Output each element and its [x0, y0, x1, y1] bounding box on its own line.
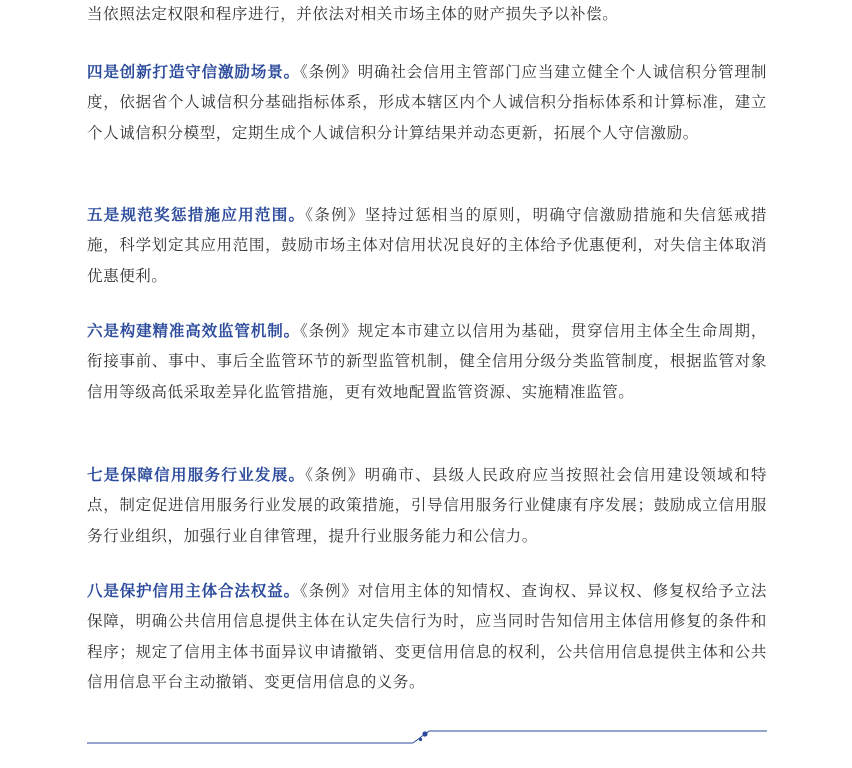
section-heading-5: 五是规范奖惩措施应用范围。: [87, 206, 306, 224]
decorative-divider: [87, 726, 767, 750]
intro-paragraph: 当依照法定权限和程序进行，并依法对相关市场主体的财产损失予以补偿。: [87, 5, 619, 23]
section-heading-8: 八是保护信用主体合法权益。: [87, 582, 300, 600]
section-heading-4: 四是创新打造守信激励场景。: [87, 63, 300, 81]
section-paragraph-6: [87, 316, 767, 407]
section-paragraph-7: [87, 460, 767, 551]
section-body-7: 《条例》明确市、县级人民政府应当按照社会信用建设领域和特点，制定促进信用服务行业发展的政策措施，引导信用服务行业健康有序发展；鼓励成立信用服务行业组织，加强行业自律管理，提升行业服务能力和公信力。: [87, 466, 767, 545]
section-body-5: 《条例》坚持过惩相当的原则，明确守信激励措施和失信惩戒措施，科学划定其应用范围，鼓励市场主体对信用状况良好的主体给予优惠便利，对失信主体取消优惠便利。: [87, 206, 767, 285]
section-body-8: 《条例》对信用主体的知情权、查询权、异议权、修复权给予立法保障，明确公共信用信息提供主体在认定失信行为时，应当同时告知信用主体信用修复的条件和程序；规定了信用主体书面异议申请撤销、变更信用信息的权利，公共信用信息提供主体和公共信用信息平台主动撤销、变更信用信息的义务。: [87, 582, 767, 691]
section-paragraph-8: [87, 576, 767, 697]
divider-dot-small-icon: [419, 738, 422, 741]
section-heading-6: 六是构建精准高效监管机制。: [87, 322, 300, 340]
divider-dot-icon: [422, 731, 427, 736]
section-paragraph-5: [87, 200, 767, 291]
section-heading-7: 七是保障信用服务行业发展。: [87, 466, 306, 484]
section-paragraph-4: [87, 57, 767, 148]
section-body-4: 《条例》明确社会信用主管部门应当建立健全个人诚信积分管理制度，依据省个人诚信积分基础指标体系，形成本辖区内个人诚信积分指标体系和计算标准，建立个人诚信积分模型，定期生成个人诚信积分计算结果并动态更新，拓展个人守信激励。: [87, 63, 767, 142]
section-body-6: 《条例》规定本市建立以信用为基础，贯穿信用主体全生命周期，衔接事前、事中、事后全监管环节的新型监管机制，健全信用分级分类监管制度，根据监管对象信用等级高低采取差异化监管措施，更有效地配置监管资源、实施精准监管。: [87, 322, 767, 401]
